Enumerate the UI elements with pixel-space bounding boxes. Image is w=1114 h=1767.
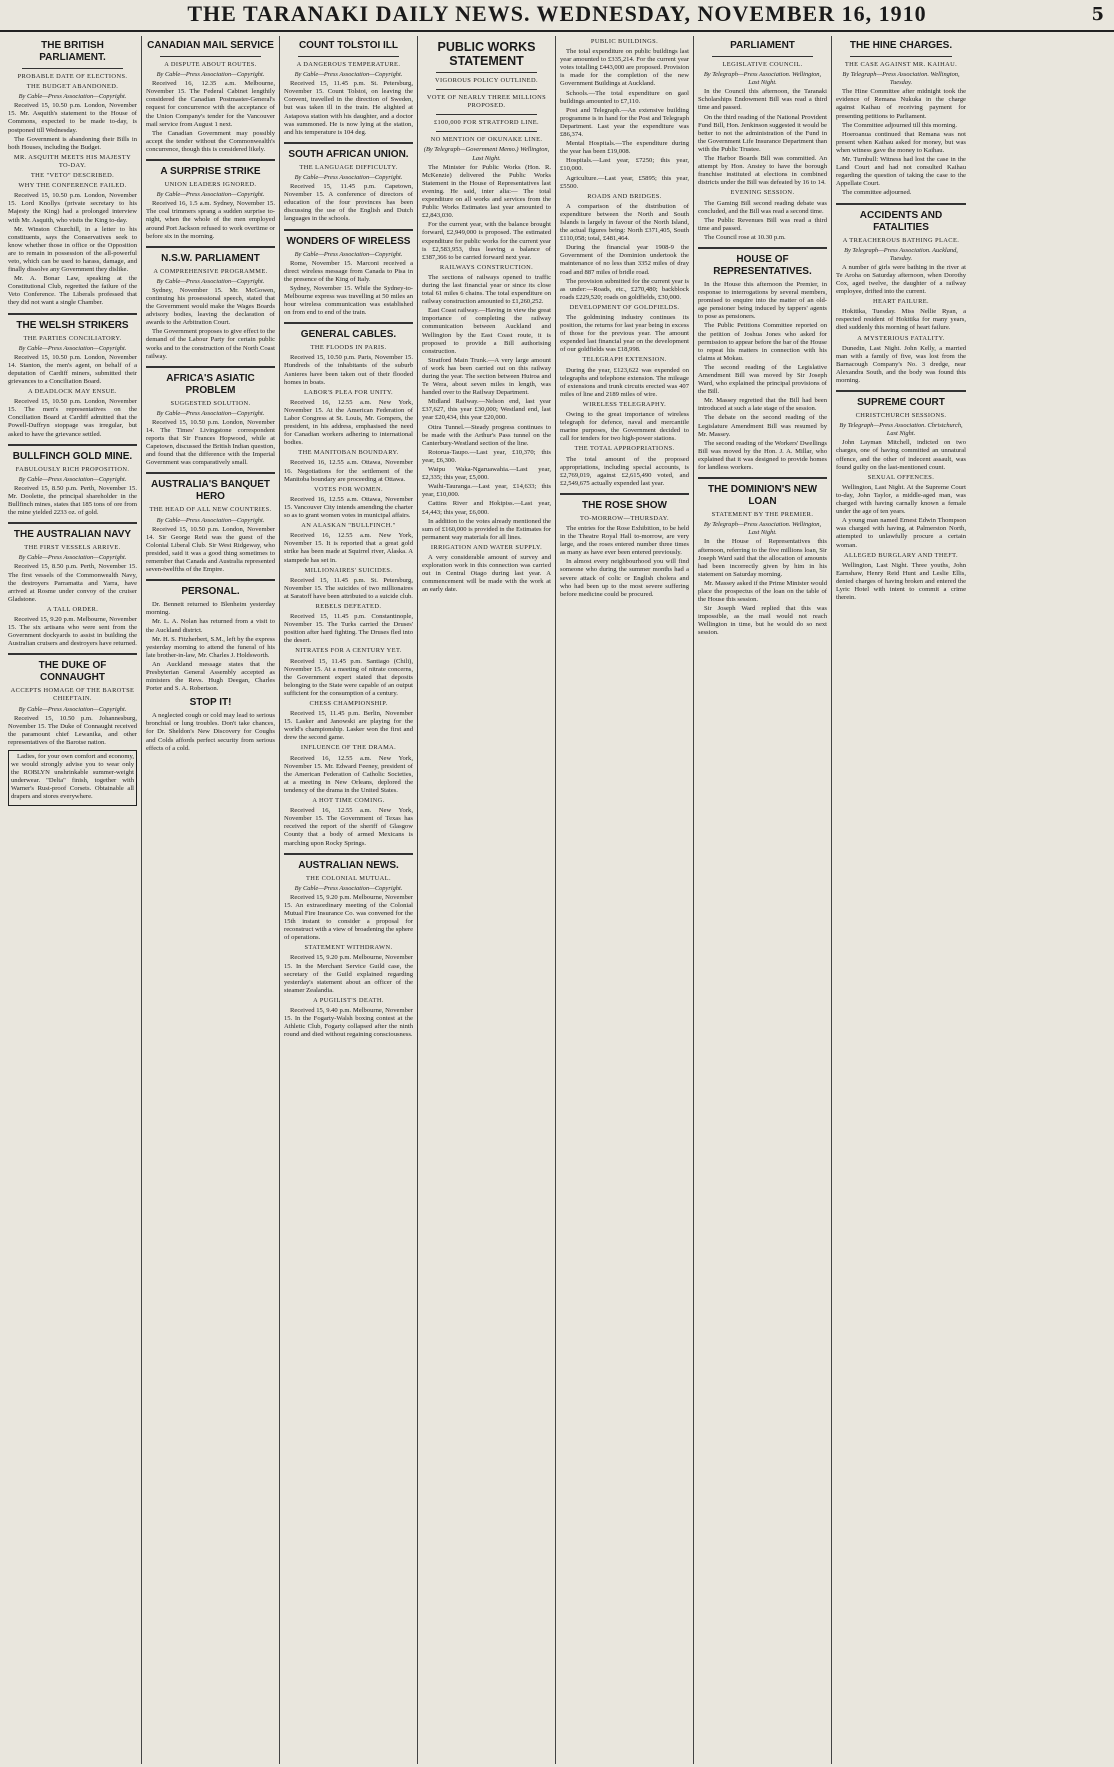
subheading: IRRIGATION AND WATER SUPPLY. [430,543,543,551]
dateline: By Cable—Press Association—Copyright. [156,71,265,79]
subheading: CHRISTCHURCH SESSIONS. [855,412,947,420]
divider [146,579,275,581]
divider [284,229,413,231]
subheading: THE FLOODS IN PARIS. [310,344,387,352]
dateline: By Telegraph—Press Association. Wellington, Last Night. [703,71,822,87]
paragraph: A neglected cough or cold may lead to serious bronchial or lung troubles. Don't take chances, for Dr. Sheldon's New Discovery for Coughs and Colds affords perfect security from serious effects of a cold. [146,712,275,752]
paragraph: The total amount of the proposed appropriations, including special accounts, is £2,769,019, against £2,615,490 voted, and £2,549,675 actually expended last year. [560,455,689,487]
subheading: STATEMENT BY THE PREMIER. [711,511,814,519]
divider [8,653,137,655]
paragraph: Received 15, 10.50 p.m. London, November 15. Lord Knollys (private secretary to his Majesty the King) had a prolonged interview with Mr. Asquith, who visits the King to-day. [8,192,137,224]
paragraph: Received 16, 12.55 a.m. Ottawa, November 15. Vancouver City intends amending the charter so as to grant women votes in municipal affairs. [284,495,413,520]
paragraph: Mr. Turnbull: Witness had lost the case in the Land Court and had not consulted Kaihau regarding the question of taking the case to the Appellate Court. [836,156,966,188]
paragraph: Owing to the great importance of wireless telegraph for defence, naval and mercantile marine purposes, the Government decided to call for tenders for two high-power stations. [560,411,689,443]
paragraph: Received 16, 12.35 a.m. Melbourne, November 15. The Federal Cabinet lengthily considered the Canadian Postmaster-General's request for concurrence with the acceptance of the Union Company's tender for the Vancouver mail service from August 1 next. [146,80,275,128]
subheading: MR. ASQUITH MEETS HIS MAJESTY TO-DAY. [13,153,132,169]
paragraph: On the third reading of the National Provident Fund Bill, Hon. Jenkinson suggested it would be better to not the administration of the Fund in the Government Life Insurance Department than with the Public Trustee. [698,113,827,153]
subheading: ALLEGED BURGLARY AND THEFT. [844,551,958,559]
subheading: ACCEPTS HOMAGE OF THE BAROTSE CHIEFTAIN. [10,687,135,703]
article-heading: GENERAL CABLES. [300,329,397,341]
paragraph: The Committee adjourned till this morning. [842,121,958,129]
paragraph: Post and Telegraph.—An extensive building programme is in hand for the Post and Telegraph Department. Last year the expenditure was £86,374. [560,106,689,139]
paragraph: Received 15, 11.45 p.m. Berlin, November 15. Lasker and Janowski are playing for the world's championship. Lasker won the first and drew the second game. [284,710,413,742]
subheading: DEVELOPMENT OF GOLDFIELDS. [569,303,680,311]
paragraph: Sir Joseph Ward replied that this was impossible, as the mail would not reach Wellington in time, but he would do so next session. [698,605,827,637]
paragraph: An Auckland message states that the Presbyterian General Assembly accepted as ministers the Revs. Hugh Deegan, Charles Porter and S. A. Robertson. [146,660,275,693]
dateline: By Cable—Press Association—Copyright. [156,516,265,524]
article-heading: AUSTRALIA'S BANQUET HERO [150,479,271,503]
column-1 [4,36,142,1764]
subheading: SUGGESTED SOLUTION. [170,399,251,407]
article-heading: HOUSE OF REPRESENTATIVES. [713,253,812,277]
paragraph: Rotorua-Taupo.—Last year, £10,370; this year, £6,300. [422,448,551,464]
paragraph: Received 15, 8.50 p.m. Perth, November 15. Mr. Doolette, the principal shareholder in the Bullfinch mines, states that 185 tons of ore from the mine yielded 2233 oz. of gold. [8,484,137,517]
columns [4,36,1110,1764]
divider [146,366,275,368]
subheading: MILLIONAIRES' SUICIDES. [304,566,393,574]
paragraph: The Public Revenues Bill was read a third time and passed. [698,216,827,232]
paragraph: Mr. A. Bonar Law, speaking at the Constitutional Club, regretted the failure of the Veto Conference. The Liberals professed that they did not want a single Chamber. [8,275,137,307]
paragraph: Received 16, 12.55 a.m. New York, November 15. At the American Federation of Labor Congress at St. Louis, Mr. Gompers, the president, in his address, emphasised the need for Canadian workers adhering to international bodies. [284,398,413,447]
paragraph: Received 15, 9.40 p.m. Melbourne, November 15. In the Fogarty-Walsh boxing contest at the Athletic Club, Fogarty collapsed after the ninth round and died without regaining consciousness. [284,1007,413,1039]
paragraph: Waihi-Tauranga.—Last year, £14,633; this year, £10,000. [422,483,551,499]
masthead-title: THE TARANAKI DAILY NEWS. WEDNESDAY, NOVEMBER 16, 1910 [187,1,927,26]
subheading: THE BUDGET ABANDONED. [26,83,119,91]
paragraph: Received 16, 12.55 a.m. Ottawa, November 16. Negotiations for the settlement of the Manitoba boundary are proceeding at Ottawa. [284,459,413,483]
dateline: By Cable—Press Association—Copyright. [294,173,403,181]
dateline: By Cable—Press Association—Copyright. [294,250,403,258]
article-heading: THE DOMINION'S NEW LOAN [707,484,818,508]
subheading: A TREACHEROUS BATHING PLACE. [842,236,960,244]
subheading: THE CASE AGAINST MR. KAIHAU. [844,61,958,68]
dateline: By Cable—Press Association—Copyright. [156,277,265,285]
paragraph: Received 15, 10.50 p.m. Johannesburg, November 15. The Duke of Connaught received the paramount chief Lewanika, and other representatives of the Barotse nation. [8,714,137,746]
subheading: VIGOROUS POLICY OUTLINED. [435,77,538,84]
column-2 [142,36,280,1764]
subheading: A HOT TIME COMING. [312,797,385,805]
paragraph: Mental Hospitals.—The expenditure during the year has been £19,008. [560,140,689,156]
subheading: THE MANITOBAN BOUNDARY. [298,449,399,457]
paragraph: Waipu Waka-Ngaruawahia.—Last year, £2,335; this year, £5,000. [422,466,551,482]
ad-text: Ladies, for your own comfort and economy, we would strongly advise you to wear only the ROBLYN unshrinkable summer-weight underwear. "Delta" finish, together with Warner's Rust-proof Corsets. Obtainable all drapers and stores everywhere. [11,753,134,801]
divider [836,203,966,205]
divider [698,247,827,249]
article-heading: PUBLIC WORKS STATEMENT [437,40,536,68]
subheading: NO MENTION OF OKUNAKE LINE. [430,136,543,144]
subheading: THE "VETO" DESCRIBED. [30,172,115,180]
paragraph: The goldmining industry continues its position, the returns for last year being in excess of those for the previous year. The amount expended last financial year on the development of our goldfields was £18,998. [560,314,689,354]
paragraph: Received 16, 12.55 a.m. New York, November 15. Mr. Edward Feeney, president of the American Federation of Catholic Societies, at a meeting in New Orleans, deplored the tendency of the drama in the United States. [284,754,413,794]
article-heading: COUNT TOLSTOI ILL [298,40,399,51]
divider [146,246,275,248]
article-heading: A SURPRISE STRIKE [160,166,261,178]
article-heading: BULLFINCH GOLD MINE. [12,450,133,462]
paragraph: Received 15, 11.45 p.m. St. Petersburg, November 15. The suicides of two millionaires at Saratoff have been attributed to a suicide club. [284,576,413,600]
paragraph: In the House this afternoon the Premier, in response to interrogations by several members, promised to enquire into the matter of an old-age pensioner being induced by tappers' agents to pose as pensioners. [698,280,827,321]
paragraph: Received 15, 8.50 p.m. Perth, November 15. The first vessels of the Commonwealth Navy, the destroyers Parramatta and Yarra, have arrived at Rosme under convoy of the cruiser Gladstone. [8,563,137,603]
divider [146,159,275,161]
paragraph: Received 15, 11.45 p.m. Capetown, November 15. A conference of directors of education of the four provinces has been discussing the use of the English and Dutch languages in the schools. [284,183,413,223]
subheading: A DISPUTE ABOUT ROUTES. [164,61,257,68]
subheading: PROBABLE DATE OF ELECTIONS. [17,73,128,80]
article-heading: AFRICA'S ASIATIC PROBLEM [166,372,255,396]
divider [284,322,413,324]
dateline: By Telegraph—Press Association. Auckland, Tuesday. [844,246,958,262]
paragraph: Received 15, 11.45 p.m. Constantinople, November 15. The Turks carried the Druses' position after hard fighting. The Druses fled into the desert. [284,613,413,645]
subheading: SEXUAL OFFENCES. [867,473,935,481]
paragraph: Dr. Bennett returned to Blenheim yesterday morning. [146,601,275,617]
divider [698,477,827,479]
paragraph: In almost every neighbourhood you will find someone who during the summer months had a severe attack of colic or English cholera and who had been up to the most severe suffering before medicine could be procured. [560,558,689,598]
paragraph: Mr. Massey regretted that the Bill had been introduced at such a late stage of the session. [698,397,827,413]
dateline: By Cable—Press Association—Copyright. [18,554,127,562]
divider [436,131,537,132]
divider [836,390,966,392]
article-heading: ACCIDENTS AND FATALITIES [859,209,943,233]
paragraph: The sections of railways opened to traffic during the last financial year or since its close total 61 miles 6 chains. The total expenditure on railway construction amounted to £1,260,252. [422,273,551,306]
paragraph: The Government proposes to give effect to the demand of the Labour Party for certain public works and to the construction of the North Coast railway. [146,328,275,360]
divider [284,142,413,144]
advertisement [8,750,137,806]
paragraph: The Minister for Public Works (Hon. R. McKenzie) delivered the Public Works Statement in the House of Representatives last evening. He said, inter alia:— The total expenditure on all works and services from the Public Works Estimates last year amounted to £2,843,030. [422,163,551,220]
paragraph: A very considerable amount of survey and exploration work in this connection was carried out in Central Otago during last year. A commencement will be made with the work at an early date. [422,553,551,594]
paragraph: Rome, November 15. Marconi received a direct wireless message from Canada to Pisa in the presence of the King of Italy. [284,259,413,283]
subheading: ROADS AND BRIDGES. [587,192,662,200]
paragraph: Hospitals.—Last year, £7250; this year, £10,000. [560,157,689,173]
paragraph: The Gaming Bill second reading debate was concluded, and the Bill was read a second time. [698,199,827,215]
paragraph: Hokitika, Tuesday. Miss Nellie Ryan, a respected resident of Hokitika for many years, died suddenly this morning of heart failure. [836,308,966,332]
divider [8,522,137,524]
paragraph: East Coast railway.—Having in view the great importance of completing the railway communication between Auckland and Wellington by the East Coast route, it is proposed to provide a Bill authorising construction. [422,307,551,355]
article-heading: THE BRITISH PARLIAMENT. [39,40,106,63]
subheading: LEGISLATIVE COUNCIL. [722,61,803,68]
article-heading: SUPREME COURT [857,397,945,409]
article-heading: N.S.W. PARLIAMENT [161,252,260,264]
article-heading: THE AUSTRALIAN NAVY [13,529,132,541]
paragraph: The Council rose at 10.30 p.m. [704,233,786,241]
paragraph: Received 15, 10.50 p.m. London, November 15. Mr. Asquith's statement to the House of Commons, expected to be made to-day, is postponed till Wednesday. [8,102,137,134]
divider [8,444,137,446]
subheading: THE TOTAL APPROPRIATIONS. [574,445,675,453]
article-heading: PARLIAMENT [730,40,795,51]
divider [436,72,537,73]
subheading: AN ALASKAN "BULLFINCH." [301,522,396,530]
paragraph: For the current year, with the balance brought forward, £2,949,000 is proposed. The estimated expenditure for public works for the current year is £2,583,953, thus leaving a balance of £387,366 to be carried forward next year. [422,221,551,261]
article-heading: WONDERS OF WIRELESS [286,235,411,247]
paragraph: Dunedin, Last Night. John Kelly, a married man with a family of five, was lost from the Barnacough Company's No. 3 dredge, near Alexandra South, and the body was found this morning. [836,344,966,384]
divider [146,472,275,474]
paragraph: In the House of Representatives this afternoon, referring to the five millions loan, Sir Joseph Ward said that the allocation of amounts had been incorrectly given by him in his statement on Saturday morning. [698,538,827,578]
paragraph: Mr. Massey asked if the Prime Minister would place the prospectus of the loan on the table of the House this session. [698,579,827,604]
subheading: WIRELESS TELEGRAPHY. [582,400,667,408]
subheading: STATEMENT WITHDRAWN. [304,944,393,952]
subheading: VOTE OF NEARLY THREE MILLIONS PROPOSED. [426,94,547,110]
paragraph: Received 15, 10.50 p.m. London, November 15. The men's representatives on the Conciliation Board at Cardiff admitted that the Powell-Duffryn stoppage was irregular, but asked to have the grievance settled. [8,398,137,438]
paragraph: Received 15, 10.50 p.m. London, November 14. Sir George Reid was the guest of the Colonial Liberal Club. Sir West Ridgeway, who presided, said it was a good thing sometimes to remember that Canada and Australia represented seven-twelfths of the Empire. [146,525,275,574]
paragraph: Stratford Main Trunk.—A very large amount of work has been carried out on this railway during the year. The section between Huiroa and Te Wera, about seven miles in length, was handed over to the Railway Department. [422,356,551,397]
paragraph: John Layman Mitchell, indicted on two charges, one of having committed an unnatural offence, and the other of indecent assault, was found guilty on the last-mentioned count. [836,439,966,471]
subheading: PUBLIC BUILDINGS. [590,38,659,45]
subheading: REBELS DEFEATED. [315,602,382,610]
divider [284,853,413,855]
dateline: By Telegraph—Press Association. Wellington, Last Night. [703,521,822,537]
paragraph: In the Council this afternoon, the Taranaki Scholarships Endowment Bill was read a third time and passed. [698,88,827,112]
divider [560,493,689,495]
paragraph: The entries for the Rose Exhibition, to be held in the Theatre Royal Hall to-morrow, are very large, and the roses entered number three times as many as have ever been entered previously. [560,524,689,557]
paragraph: Mr. L. A. Nolan has returned from a visit to the Auckland district. [146,618,275,634]
article-heading: SOUTH AFRICAN UNION. [288,148,409,160]
paragraph: A young man named Ernest Edwin Thompson was charged with having, at Palmerston North, attempted to unlawfully procure a certain woman. [836,517,966,549]
paragraph: Received 15, 9.20 p.m. Melbourne, November 15. The six artisans who were sent from the Government dockyards to assist in building the Australian cruisers and destroyers have returned. [8,615,137,648]
subheading: THE LANGUAGE DIFFICULTY. [299,163,398,171]
article-heading: THE DUKE OF CONNAUGHT [38,660,107,684]
article-heading: AUSTRALIAN NEWS. [298,859,399,871]
divider [436,114,537,115]
paragraph: Hoeroanua continued that Remana was not present when Kaihau asked for money, but was when witness gave the money to Kaihau. [836,130,966,154]
subheading: INFLUENCE OF THE DRAMA. [300,744,397,752]
subheading: THE COLONIAL MUTUAL. [306,874,391,882]
article-heading: THE ROSE SHOW [581,499,667,511]
subheading: VOTES FOR WOMEN. [314,485,383,493]
paragraph: Schools.—The total expenditure on gaol buildings amounted to £7,110. [560,89,689,105]
divider [298,56,399,57]
masthead [0,0,1114,28]
paragraph: The provision submitted for the current year is as under:—Roads, etc., £270,480; backblock roads £229,520; roads on goldfields, £30,000. [560,277,689,301]
divider [712,56,813,57]
paragraph: The Harbor Boards Bill was committed. An attempt by Hon. Anstey to have the borough franchise instituted at elections in combined districts under the Bill was defeated by 16 to 14. [698,155,827,187]
column-3 [280,36,418,1764]
paragraph: Mr. Winston Churchill, in a letter to his constituents, says the Conservatives seek to know whether those in office or the Opposition are to remain in possession of the all-powerful veto, which can be used to harass, damage, and finally dissolve any Government they dislike. [8,225,137,274]
paragraph: A comparison of the distribution of expenditure between the North and South Islands is largely in favour of the North Island, the actual figures being: North £371,405, South £110,058; total, £481,464. [560,202,689,243]
subheading: £100,000 FOR STRATFORD LINE. [433,119,540,127]
subheading: TO-MORROW—THURSDAY. [580,514,669,522]
dateline: By Cable—Press Association—Copyright. [18,475,127,483]
paragraph: The Hine Committee after midnight took the evidence of Remana Nukuka in the charge against Kaihau of receiving payment for presenting petitions to Parliament. [836,88,966,120]
dateline: By Cable—Press Association—Copyright. [18,705,127,713]
subheading: A DANGEROUS TEMPERATURE. [296,61,401,68]
dateline: By Cable—Press Association—Copyright. [18,344,127,352]
dateline: By Cable—Press Association—Copyright. [156,191,265,199]
page-number: 5 [1091,4,1104,25]
article-heading: THE WELSH STRIKERS [16,319,129,331]
paragraph: Received 16, 12.55 a.m. New York, November 15. The Government of Texas has received the report of the sheriff of Glasgow County that a body of armed Mexicans is marching upon Rocky Springs. [284,807,413,847]
paragraph: Received 15, 11.45 p.m. Santiago (Chili), November 15. At a meeting of nitrate concerns, the Government expert stated that deposits belonging to the State were capable of an output sufficient for the consumption of a century. [284,657,413,697]
divider [850,56,952,57]
subheading: A TALL ORDER. [46,605,99,613]
paragraph: The total expenditure on public buildings last year amounted to £335,214. For the current year votes totalling £443,000 are proposed. Provision is made for the completion of the new Government Buildings at Auckland. [560,48,689,88]
paragraph: Received 15, 10.50 p.m. Paris, November 15. Hundreds of the inhabitants of the suburb Asnieres have been taken out of their flooded homes in boats. [284,354,413,386]
paragraph: Midland Railway.—Nelson end, last year £37,627, this year £30,000; Westland end, last year £20,434, this year £20,000. [422,398,551,422]
article-heading: THE HINE CHARGES. [849,40,953,51]
subheading: THE HEAD OF ALL NEW COUNTRIES. [149,506,272,514]
dateline: By Cable—Press Association—Copyright. [156,409,265,417]
subheading: NITRATES FOR A CENTURY YET. [295,647,402,655]
paragraph: Mr. H. S. Fitzherbert, S.M., left by the express yesterday morning to attend the funeral of his late brother-in-law, Mr. Charles J. Holdsworth. [146,635,275,659]
subheading: A PUGILIST'S DEATH. [313,996,384,1004]
paragraph: A number of girls were bathing in the river at Te Aroha on Saturday afternoon, when Dorothy Cox, aged twelve, the daughter of a railway employee, drifted into the current. [836,263,966,296]
column-7 [832,36,970,1764]
paragraph: The second reading of the Legislative Amendment Bill was moved by Sir Joseph Ward, who explained the principal provisions of the Bill. [698,363,827,396]
masthead-rule [0,30,1114,32]
divider [22,68,123,69]
paragraph: Otira Tunnel.—Steady progress continues to be made with the Arthur's Pass tunnel on the Canterbury-Westland section of the line. [422,423,551,447]
paragraph: Wellington, Last Night. At the Supreme Court to-day, John Taylor, a middle-aged man, was charged with having carnally known a female under the age of ten years. [836,483,966,516]
paragraph: Sydney, November 15. While the Sydney-to-Melbourne express was travelling at 50 miles an hour wireless communication was established on from end to end of the train. [284,284,413,317]
subheading: CHESS CHAMPIONSHIP. [309,700,388,707]
paragraph: Agriculture.—Last year, £5895; this year, £5500. [560,174,689,190]
paragraph: During the year, £123,622 was expended on telegraphs and telephone extension. The mileage of extensions and trunk circuits erected was 407 miles of line and 2189 miles of wire. [560,366,689,398]
subheading: A MYSTERIOUS FATALITY. [857,334,945,342]
subheading: UNION LEADERS IGNORED. [164,181,257,189]
paragraph: Received 15, 10.50 p.m. London, November 14. The Times' Livingstone correspondent reports that Sir Frances Hopwood, while at Capetown, discussed the British Indian question, and found that the difference with the Imperial Government was comparatively small. [146,418,275,467]
paragraph: The Public Petitions Committee reported on the petition of Joshua Jones who asked for permission to appear before the bar of the House to repeat his matters in connection with his claims at Mokau. [698,322,827,362]
paragraph: Cattins River and Hokipiss.—Last year, £4,443; this year, £6,000. [422,500,551,516]
subheading: EVENING SESSION. [730,189,795,197]
paragraph: The second reading of the Workers' Dwellings Bill was moved by the Hon. J. A. Millar, who explained that it was designed to provide homes for landless workers. [698,439,827,472]
paragraph: Sydney, November 15. Mr. McGowen, continuing his prosessional speech, stated that the Government would make the Wages Boards advisory bodies, leaving the declaration of awards to the Arbitration Court. [146,286,275,327]
paragraph: During the financial year 1908-9 the Government of the Dominion undertook the maintenance of no less than 3352 miles of dray road and 887 miles of bridle road. [560,244,689,276]
paragraph: The Canadian Government may possibly accept the tender without the Commonwealth's concurrence, though this is considered likely. [146,129,275,153]
subheading: RAILWAYS CONSTRUCTION. [439,263,534,271]
subheading: LABOR'S PLEA FOR UNITY. [303,388,394,396]
article-heading: CANADIAN MAIL SERVICE [147,40,274,51]
paragraph: Received 15, 10.50 p.m. London, November 14. Stanton, the men's agent, on behalf of a deputation of Cardiff miners, submitted their grievances to a Conciliation Board. [8,353,137,385]
paragraph: The Government is abandoning their Bills in both Houses, including the Budget. [8,135,137,151]
subheading: HEART FAILURE. [872,298,930,306]
paragraph: Received 15, 9.20 p.m. Melbourne, November 15. An extraordinary meeting of the Colonial Mutual Fire Insurance Co. was convened for the 15th instant to consider a proposal for reconstruct with a view of broadening the sphere of operations. [284,893,413,942]
paragraph: Received 16, 12.55 a.m. New York, November 15. It is reported that a great gold strike has been made at Squirrel river, Alaska. A stampede has set in. [284,532,413,564]
paragraph: Received 16, 1.5 a.m. Sydney, November 15. The coal trimmers sprang a sudden surprise to-night, when the whole of the men employed around Port Jackson refused to work overtime or before six in the morning. [146,200,275,240]
dateline: By Cable—Press Association—Copyright. [294,71,403,79]
column-4 [418,36,556,1764]
article-heading: PERSONAL. [181,586,240,598]
subheading: THE FIRST VESSELS ARRIVE. [24,544,121,552]
paragraph: In addition to the votes already mentioned the sum of £160,000 is provided in the Estimates for permanent way materials for all lines. [422,517,551,541]
dateline: By Cable—Press Association—Copyright. [18,93,127,101]
paragraph: Received 15, 11.45 p.m. St. Petersburg, November 15. Count Tolstoi, on leaving the Convent, travelled in the direction of Sweden, but was taken ill in the train. He alighted at Astapova station with his daughter, and a doctor was summoned. He is now lying at the station, and his temperature is 104 deg. [284,80,413,136]
column-5 [556,36,694,1764]
paragraph: Received 15, 9.20 p.m. Melbourne, November 15. In the Merchant Service Guild case, the secretary of the Guild explained regarding yesterday's statement about an officer of the steamer Zealandia. [284,954,413,994]
subheading: FABULOUSLY RICH PROPOSITION. [15,465,130,473]
subheading: THE PARTIES CONCILIATORY. [23,334,122,342]
article-heading: STOP IT! [189,697,232,709]
dateline: By Cable—Press Association—Copyright. [294,884,403,892]
column-6 [694,36,832,1764]
dateline: By Telegraph—Press Association. Christchurch, Last Night. [839,422,963,438]
divider [436,89,537,90]
paragraph: Wellington, Last Night. Three youths, John Earnshaw, Henry Reid Hunt and Leslie Ellis, denied charges of having broken and entered the Lyric Hotel with intent to commit a crime therein. [836,561,966,602]
paragraph: The debate on the second reading of the Legislature Amendment Bill was resumed by Mr. Massey. [698,414,827,438]
divider [160,56,261,57]
subheading: TELEGRAPH EXTENSION. [582,356,667,364]
dateline: (By Telegraph—Government Memo.) Wellington, Last Night. [423,146,550,162]
subheading: A DEADLOCK MAY ENSUE. [28,388,117,396]
subheading: WHY THE CONFERENCE FAILED. [18,182,127,190]
paragraph: The committee adjourned. [842,189,912,197]
dateline: By Telegraph—Press Association. Wellington, Tuesday. [842,71,960,87]
divider [8,313,137,315]
subheading: A COMPREHENSIVE PROGRAMME. [153,267,268,275]
